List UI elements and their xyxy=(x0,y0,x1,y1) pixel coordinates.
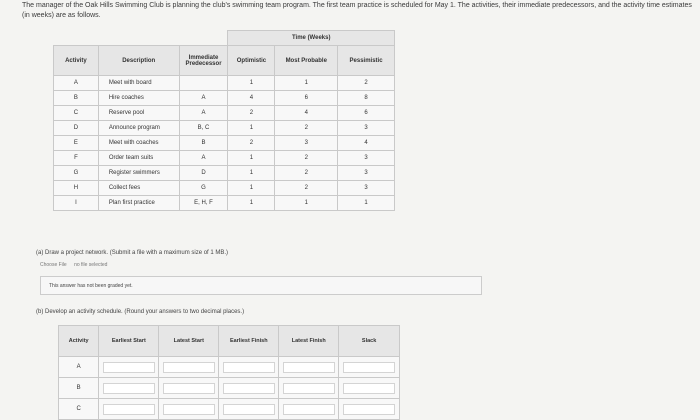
cell-description: Order team suits xyxy=(98,151,179,166)
cell-activity: B xyxy=(59,378,99,399)
header-earliest-finish: Earliest Finish xyxy=(219,326,279,357)
cell-most-probable: 1 xyxy=(275,196,338,211)
cell-pessimistic: 3 xyxy=(338,181,395,196)
cell-activity: D xyxy=(54,121,99,136)
latest-start-input[interactable] xyxy=(163,383,215,394)
table-row xyxy=(54,106,395,121)
table-row xyxy=(54,121,395,136)
cell-predecessor: A xyxy=(179,151,228,166)
cell-predecessor: E, H, F xyxy=(179,196,228,211)
cell-optimistic: 1 xyxy=(228,76,275,91)
cell-predecessor xyxy=(179,76,228,91)
cell-description: Hire coaches xyxy=(98,91,179,106)
cell-predecessor: B xyxy=(179,136,228,151)
cell-description: Register swimmers xyxy=(98,166,179,181)
problem-intro: The manager of the Oak Hills Swimming Club is planning the club's swimming team program. The first team practice is scheduled for May 1. The activities, their immediate predecessors, and the activity time estimates (in weeks) are as follows. xyxy=(22,2,692,19)
header-latest-start: Latest Start xyxy=(159,326,219,357)
table-row xyxy=(54,151,395,166)
latest-start-input[interactable] xyxy=(163,362,215,373)
header-most-probable: Most Probable xyxy=(275,46,338,76)
cell-description: Reserve pool xyxy=(98,106,179,121)
header-description: Description xyxy=(98,46,179,76)
cell-pessimistic: 8 xyxy=(338,91,395,106)
cell-activity: I xyxy=(54,196,99,211)
cell-optimistic: 1 xyxy=(228,181,275,196)
cell-pessimistic: 3 xyxy=(338,166,395,181)
cell-most-probable: 2 xyxy=(275,166,338,181)
cell-pessimistic: 4 xyxy=(338,136,395,151)
cell-pessimistic: 2 xyxy=(338,76,395,91)
cell-description: Meet with coaches xyxy=(98,136,179,151)
cell-pessimistic: 3 xyxy=(338,151,395,166)
latest-start-input[interactable] xyxy=(163,404,215,415)
header-slack: Slack xyxy=(339,326,400,357)
table-row xyxy=(59,357,400,378)
cell-activity: B xyxy=(54,91,99,106)
cell-activity: F xyxy=(54,151,99,166)
cell-most-probable: 6 xyxy=(275,91,338,106)
table-row xyxy=(54,181,395,196)
cell-activity: E xyxy=(54,136,99,151)
latest-finish-input[interactable] xyxy=(283,383,335,394)
cell-most-probable: 2 xyxy=(275,151,338,166)
header-earliest-start: Earliest Start xyxy=(99,326,159,357)
cell-predecessor: B, C xyxy=(179,121,228,136)
cell-activity: C xyxy=(59,399,99,420)
cell-description: Collect fees xyxy=(98,181,179,196)
cell-pessimistic: 6 xyxy=(338,106,395,121)
cell-optimistic: 2 xyxy=(228,106,275,121)
answer-status-box: This answer has not been graded yet. xyxy=(40,276,482,295)
cell-description: Plan first practice xyxy=(98,196,179,211)
header-pessimistic: Pessimistic xyxy=(338,46,395,76)
cell-description: Announce program xyxy=(98,121,179,136)
cell-optimistic: 2 xyxy=(228,136,275,151)
cell-activity: C xyxy=(54,106,99,121)
table-row xyxy=(59,378,400,399)
cell-activity: A xyxy=(54,76,99,91)
cell-activity: A xyxy=(59,357,99,378)
earliest-start-input[interactable] xyxy=(103,404,155,415)
header-activity: Activity xyxy=(54,46,99,76)
cell-optimistic: 1 xyxy=(228,196,275,211)
slack-input[interactable] xyxy=(343,383,395,394)
cell-predecessor: A xyxy=(179,91,228,106)
cell-description: Meet with board xyxy=(98,76,179,91)
table-row xyxy=(54,196,395,211)
earliest-start-input[interactable] xyxy=(103,383,155,394)
cell-most-probable: 2 xyxy=(275,181,338,196)
cell-most-probable: 1 xyxy=(275,76,338,91)
cell-pessimistic: 1 xyxy=(338,196,395,211)
header-predecessor: Immediate Predecessor xyxy=(179,46,228,76)
table-row xyxy=(54,76,395,91)
cell-most-probable: 3 xyxy=(275,136,338,151)
cell-predecessor: A xyxy=(179,106,228,121)
cell-most-probable: 4 xyxy=(275,106,338,121)
table-row xyxy=(54,166,395,181)
earliest-start-input[interactable] xyxy=(103,362,155,373)
cell-pessimistic: 3 xyxy=(338,121,395,136)
table-row xyxy=(54,91,395,106)
cell-most-probable: 2 xyxy=(275,121,338,136)
table-row xyxy=(59,399,400,420)
cell-optimistic: 1 xyxy=(228,151,275,166)
header-optimistic: Optimistic xyxy=(228,46,275,76)
cell-predecessor: G xyxy=(179,181,228,196)
cell-activity: G xyxy=(54,166,99,181)
slack-input[interactable] xyxy=(343,404,395,415)
slack-input[interactable] xyxy=(343,362,395,373)
earliest-finish-input[interactable] xyxy=(223,383,275,394)
header-latest-finish: Latest Finish xyxy=(279,326,339,357)
activity-table xyxy=(53,30,395,211)
schedule-table xyxy=(58,325,400,420)
part-b-question: (b) Develop an activity schedule. (Round your answers to two decimal places.) xyxy=(36,309,245,315)
file-status-text: no file selected xyxy=(74,262,108,268)
file-upload[interactable] xyxy=(40,262,107,268)
cell-activity: H xyxy=(54,181,99,196)
cell-predecessor: D xyxy=(179,166,228,181)
cell-optimistic: 4 xyxy=(228,91,275,106)
earliest-finish-input[interactable] xyxy=(223,404,275,415)
table-row xyxy=(54,136,395,151)
latest-finish-input[interactable] xyxy=(283,404,335,415)
cell-optimistic: 1 xyxy=(228,166,275,181)
latest-finish-input[interactable] xyxy=(283,362,335,373)
choose-file-button[interactable]: Choose File xyxy=(40,262,67,268)
header-activity: Activity xyxy=(59,326,99,357)
part-a-question: (a) Draw a project network. (Submit a file with a maximum size of 1 MB.) xyxy=(36,250,229,256)
earliest-finish-input[interactable] xyxy=(223,362,275,373)
time-weeks-header: Time (Weeks) xyxy=(228,31,395,46)
cell-optimistic: 1 xyxy=(228,121,275,136)
